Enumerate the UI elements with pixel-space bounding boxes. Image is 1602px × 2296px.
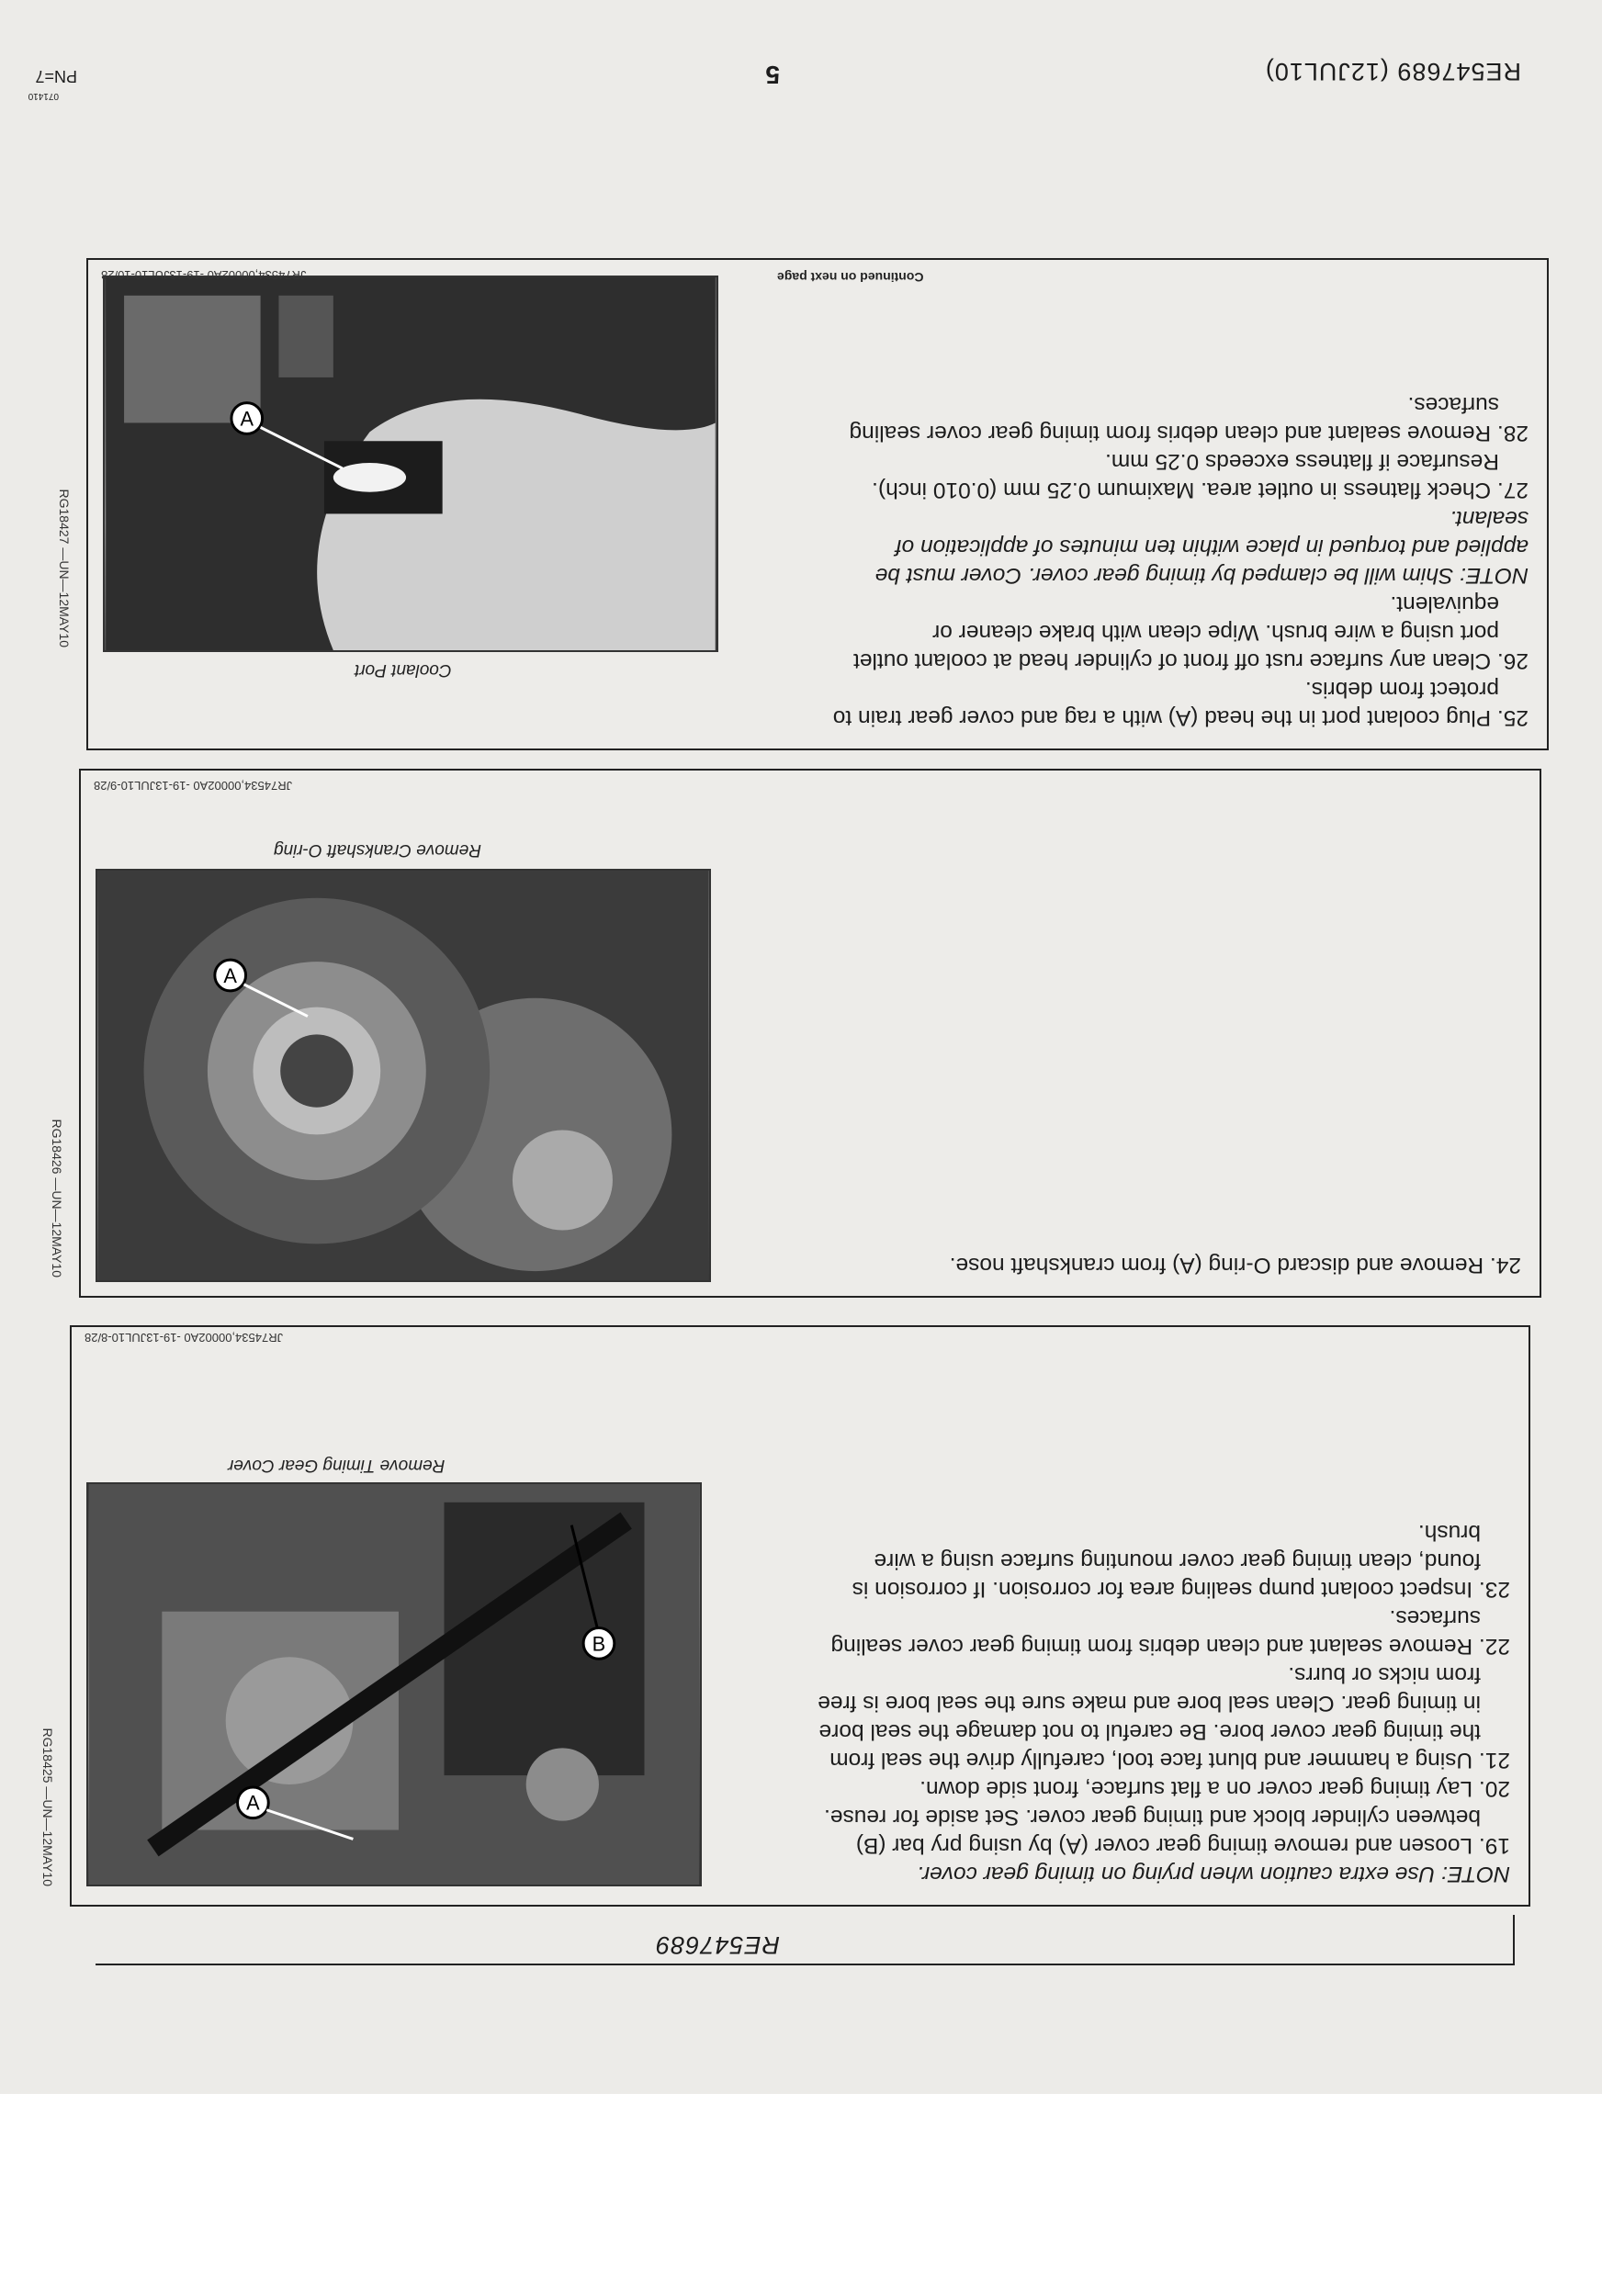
svg-text:A: A xyxy=(246,1791,260,1815)
footer-page-number: 5 xyxy=(765,61,780,89)
reference-code: JR74534,00002A0 -19-13JUL10-8/28 xyxy=(85,1331,284,1345)
section-text xyxy=(830,390,1529,732)
image-caption: Remove Timing Gear Cover xyxy=(228,1456,446,1475)
image-caption: Remove Crankshaft O-ring xyxy=(274,840,481,860)
photo-coolant-port xyxy=(103,276,718,652)
photo-timing-gear-cover xyxy=(86,1482,702,1886)
footer-doc-number: RE547689 (12JUL10) xyxy=(1264,58,1521,85)
reference-code: JR74534,00002A0 -19-13JUL10-9/28 xyxy=(94,779,293,793)
step-25: 25. Plug coolant port in the head (A) with a rag and cover gear train to protect from debris. xyxy=(832,677,1529,730)
header-doc-number: RE547689 xyxy=(655,1931,780,1959)
reference-code: JR74534,00002A0 -19-13JUL10-10/28 xyxy=(101,268,307,282)
note-text: NOTE: Shim will be clamped by timing gear cover. Cover must be applied and torqued in place within ten minutes of application of sealant. xyxy=(874,506,1529,588)
step-20: 20. Lay timing gear cover on a flat surface, front side down. xyxy=(919,1776,1510,1801)
header-rule xyxy=(96,1964,1515,1965)
photo-illustration xyxy=(105,277,716,650)
step-26: 26. Clean any surface rust off front of cylinder head at coolant outlet port using a wire brush. Wipe clean with brake cleaner or equivalent. xyxy=(853,591,1529,673)
section-coolant-port xyxy=(57,258,1549,750)
header-rule-tick xyxy=(1513,1915,1515,1965)
photo-illustration xyxy=(97,871,709,1280)
photo-crankshaft-oring xyxy=(96,869,711,1282)
step-27: 27. Check flatness in outlet area. Maximum 0.25 mm (0.010 inch). Resurface if flatness exceeds 0.25 mm. xyxy=(872,449,1529,502)
step-19: 19. Loosen and remove timing gear cover (A) by using pry bar (B) between cylinder block and timing gear cover. Set aside for reuse. xyxy=(824,1805,1510,1858)
section-text xyxy=(823,1251,1521,1279)
step-28: 28. Remove sealant and clean debris from timing gear cover sealing surfaces. xyxy=(849,392,1529,445)
footer-code: 071410 xyxy=(28,91,59,101)
step-23: 23. Inspect coolant pump sealing area for corrosion. If corrosion is found, clean timing gear cover mounting surface using a wire brush. xyxy=(852,1520,1510,1602)
image-caption: Coolant Port xyxy=(355,660,452,680)
section-crankshaft-oring xyxy=(50,769,1541,1298)
photo-illustration xyxy=(88,1484,700,1885)
section-timing-gear-cover xyxy=(40,1325,1530,1907)
image-id: RG18425 —UN—12MAY10 xyxy=(40,1728,55,1886)
section-text xyxy=(812,1518,1510,1888)
image-id: RG18427 —UN—12MAY10 xyxy=(57,489,72,647)
step-24: 24. Remove and discard O-ring (A) from crankshaft nose. xyxy=(949,1253,1521,1277)
svg-text:B: B xyxy=(592,1632,606,1656)
svg-text:A: A xyxy=(240,407,254,431)
footer-pn: PN=7 xyxy=(35,67,77,85)
svg-text:A: A xyxy=(223,963,237,987)
step-21: 21. Using a hammer and blunt face tool, carefully drive the seal from the timing gear cover bore. Be careful to not damage the seal bore in timing gear. Clean seal bore and make sure the seal bore is free from nicks or burrs. xyxy=(818,1662,1510,1773)
note-text: NOTE: Use extra caution when prying on timing gear cover. xyxy=(917,1862,1510,1886)
continued-note: Continued on next page xyxy=(777,270,924,285)
image-id: RG18426 —UN—12MAY10 xyxy=(50,1119,64,1277)
step-22: 22. Remove sealant and clean debris from timing gear cover sealing surfaces. xyxy=(830,1605,1510,1659)
